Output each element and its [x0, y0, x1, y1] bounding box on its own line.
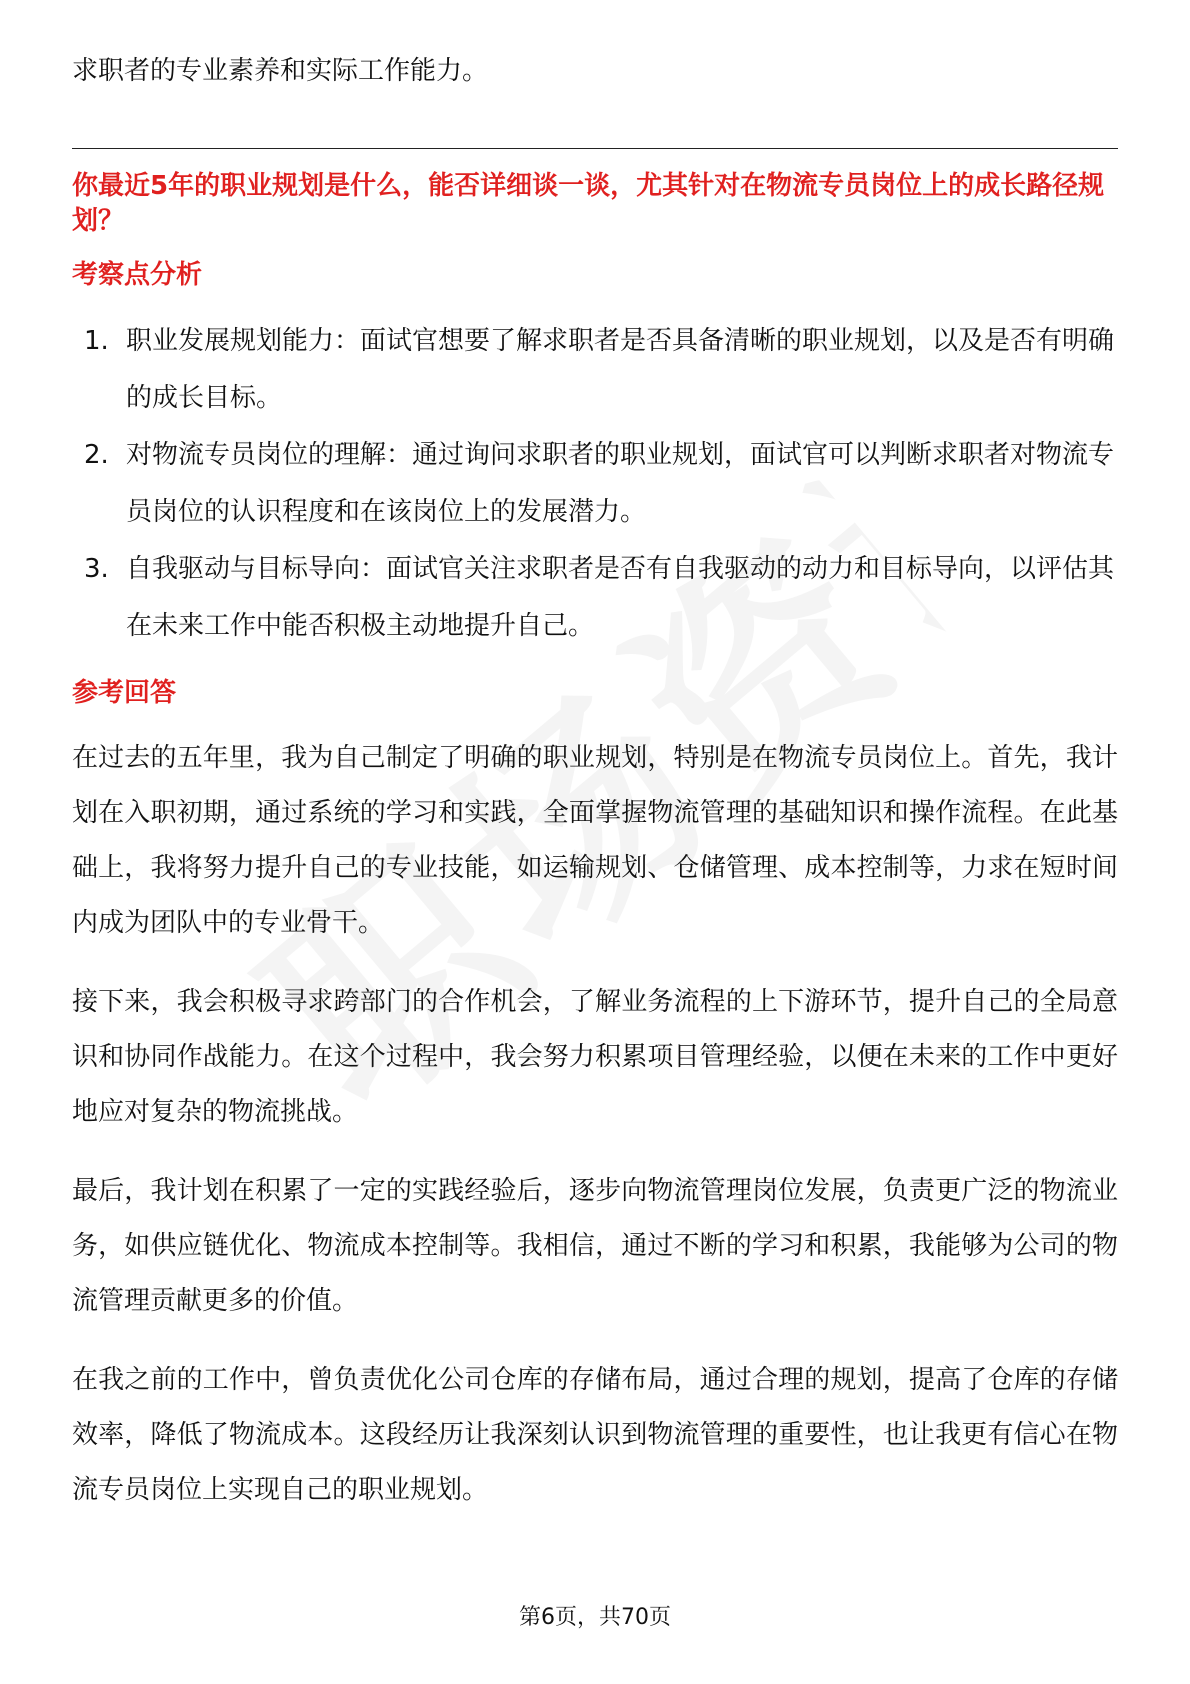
analysis-item-text: 职业发展规划能力：面试官想要了解求职者是否具备清晰的职业规划，以及是否有明确的成长目标。 — [126, 326, 1115, 413]
analysis-item-number: 1. — [84, 326, 109, 356]
top-fragment: 求职者的专业素养和实际工作能力。 — [72, 56, 489, 86]
answer-paragraph-1: 在过去的五年里，我为自己制定了明确的职业规划，特别是在物流专员岗位上。首先，我计划在入职初期，通过系统的学习和实践，全面掌握物流管理的基础知识和操作流程。在此基础上，我将努力提升自己的专业技能，如运输规划、仓储管理、成本控制等，力求在短时间内成为团队中的专业骨干。 — [72, 743, 1118, 938]
section-divider — [72, 148, 1118, 149]
analysis-item-1 — [72, 313, 1118, 427]
analysis-item-text: 自我驱动与目标导向：面试官关注求职者是否有自我驱动的动力和目标导向，以评估其在未来工作中能否积极主动地提升自己。 — [126, 554, 1115, 641]
answer-title: 参考回答 — [72, 678, 177, 708]
analysis-item-text: 对物流专员岗位的理解：通过询问求职者的职业规划，面试官可以判断求职者对物流专员岗位的认识程度和在该岗位上的发展潜力。 — [126, 440, 1115, 527]
answer-paragraph-4: 在我之前的工作中，曾负责优化公司仓库的存储布局，通过合理的规划，提高了仓库的存储效率，降低了物流成本。这段经历让我深刻认识到物流管理的重要性，也让我更有信心在物流专员岗位上实现自己的职业规划。 — [72, 1365, 1118, 1505]
analysis-item-2 — [72, 427, 1118, 541]
answer-paragraph-3: 最后，我计划在积累了一定的实践经验后，逐步向物流管理岗位发展，负责更广泛的物流业务，如供应链优化、物流成本控制等。我相信，通过不断的学习和积累，我能够为公司的物流管理贡献更多的价值。 — [72, 1176, 1118, 1316]
analysis-title: 考察点分析 — [72, 260, 203, 290]
question-heading: 你最近5年的职业规划是什么，能否详细谈一谈，尤其针对在物流专员岗位上的成长路径规划？ — [72, 171, 1105, 236]
analysis-item-number: 2. — [84, 440, 109, 470]
analysis-item-3 — [72, 541, 1118, 655]
page-content — [72, 48, 1118, 1542]
answer-paragraph-2: 接下来，我会积极寻求跨部门的合作机会，了解业务流程的上下游环节，提升自己的全局意识和协同作战能力。在这个过程中，我会努力积累项目管理经验，以便在未来的工作中更好地应对复杂的物流挑战。 — [72, 987, 1118, 1127]
page-number: 第6页，共70页 — [519, 1605, 671, 1630]
analysis-item-number: 3. — [84, 554, 109, 584]
analysis-list — [72, 313, 1118, 655]
